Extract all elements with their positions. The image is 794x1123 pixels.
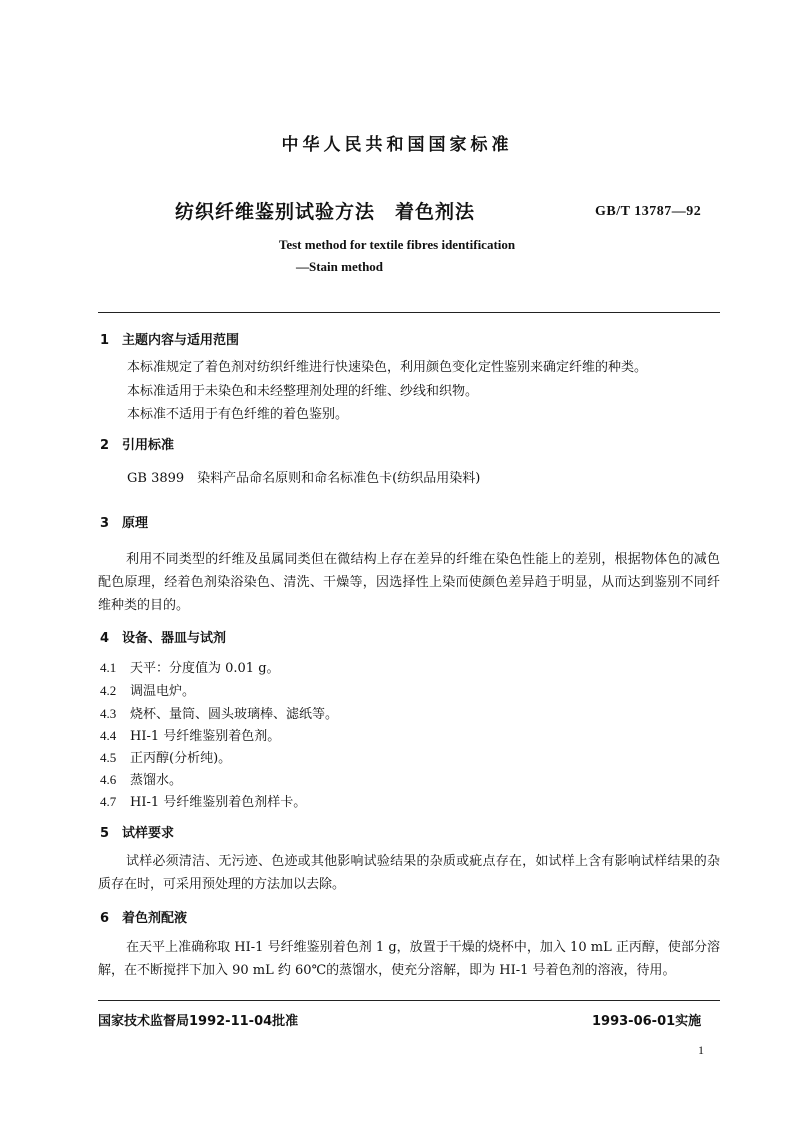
section-6-paragraph: 在天平上准确称取 HI-1 号纤维鉴别着色剂 1 g，放置于干燥的烧杯中，加入 10 mL 正丙醇，使部分溶解，在不断搅拌下加入 90 mL 约 60℃的蒸馏水，使充分溶解，即为 HI-1 号着色剂的溶液，待用。 bbox=[98, 940, 720, 978]
implementation-date: 1993-06-01实施 bbox=[592, 1014, 702, 1029]
item-number: 4.3 bbox=[100, 706, 117, 721]
section-number: 5 bbox=[100, 826, 110, 841]
item-text: 烧杯、量筒、圆头玻璃棒、滤纸等。 bbox=[130, 707, 339, 722]
national-standard-heading: 中华人民共和国国家标准 bbox=[281, 135, 513, 155]
section-6-heading bbox=[100, 907, 187, 926]
section-title: 原理 bbox=[122, 516, 149, 531]
item-text: 调温电炉。 bbox=[130, 684, 196, 699]
item-text: HI-1 号纤维鉴别着色剂样卡。 bbox=[130, 795, 307, 810]
document-title-en-line1: Test method for textile fibres identification bbox=[278, 237, 516, 252]
item-text: 天平：分度值为 0.01 g。 bbox=[130, 661, 280, 676]
footer-divider bbox=[98, 1000, 720, 1001]
item-number: 4.1 bbox=[100, 660, 117, 675]
section-1-line: 本标准适用于未染色和未经整理剂处理的纤维、纱线和织物。 bbox=[127, 384, 479, 399]
reference-standard: GB 3899 染料产品命名原则和命名标准色卡(纺织品用染料) bbox=[127, 471, 481, 486]
section-number: 4 bbox=[100, 631, 110, 646]
section-number: 2 bbox=[100, 438, 110, 453]
item-number: 4.6 bbox=[100, 772, 117, 787]
item-text: HI-1 号纤维鉴别着色剂。 bbox=[130, 729, 281, 744]
item-number: 4.4 bbox=[100, 728, 117, 743]
document-title-cn: 纺织纤维鉴别试验方法 着色剂法 bbox=[175, 201, 476, 223]
section-3-paragraph: 利用不同类型的纤维及虽属同类但在微结构上存在差异的纤维在染色性能上的差别，根据物体色的减色配色原理，经着色剂染浴染色、清洗、干燥等，因选择性上染而使颜色差异趋于明显，从而达到鉴别不同纤维种类的目的。 bbox=[98, 552, 720, 613]
list-item bbox=[100, 791, 306, 810]
approval-date: 国家技术监督局1992-11-04批准 bbox=[98, 1014, 299, 1029]
item-text: 正丙醇(分析纯)。 bbox=[130, 751, 232, 766]
list-item bbox=[100, 680, 195, 699]
section-1-line: 本标准不适用于有色纤维的着色鉴别。 bbox=[127, 407, 349, 422]
item-number: 4.2 bbox=[100, 683, 117, 698]
section-number: 6 bbox=[100, 911, 110, 926]
section-3-heading bbox=[100, 512, 148, 531]
section-title: 设备、器皿与试剂 bbox=[122, 631, 227, 646]
section-1-heading bbox=[100, 329, 239, 348]
list-item bbox=[100, 703, 338, 722]
list-item bbox=[100, 769, 182, 788]
page-number: 1 bbox=[698, 1043, 704, 1057]
item-number: 4.7 bbox=[100, 794, 117, 809]
section-title: 试样要求 bbox=[122, 826, 175, 841]
item-number: 4.5 bbox=[100, 750, 117, 765]
item-text: 蒸馏水。 bbox=[130, 773, 183, 788]
list-item bbox=[100, 725, 280, 744]
section-4-heading bbox=[100, 627, 226, 646]
document-title-en-line2: —Stain method bbox=[296, 259, 384, 274]
section-5-paragraph: 试样必须清洁、无污迹、色迹或其他影响试验结果的杂质或疵点存在，如试样上含有影响试样结果的杂质存在时，可采用预处理的方法加以去除。 bbox=[98, 854, 720, 892]
section-title: 着色剂配液 bbox=[122, 911, 188, 926]
header-divider bbox=[98, 312, 720, 313]
section-number: 3 bbox=[100, 516, 110, 531]
section-title: 主题内容与适用范围 bbox=[122, 333, 240, 348]
section-title: 引用标准 bbox=[122, 438, 175, 453]
section-number: 1 bbox=[100, 333, 110, 348]
standard-number: GB/T 13787—92 bbox=[595, 204, 702, 219]
section-2-heading bbox=[100, 434, 174, 453]
list-item bbox=[100, 657, 280, 676]
list-item bbox=[100, 747, 231, 766]
section-1-line: 本标准规定了着色剂对纺织纤维进行快速染色，利用颜色变化定性鉴别来确定纤维的种类。 bbox=[127, 360, 648, 375]
section-5-heading bbox=[100, 822, 174, 841]
